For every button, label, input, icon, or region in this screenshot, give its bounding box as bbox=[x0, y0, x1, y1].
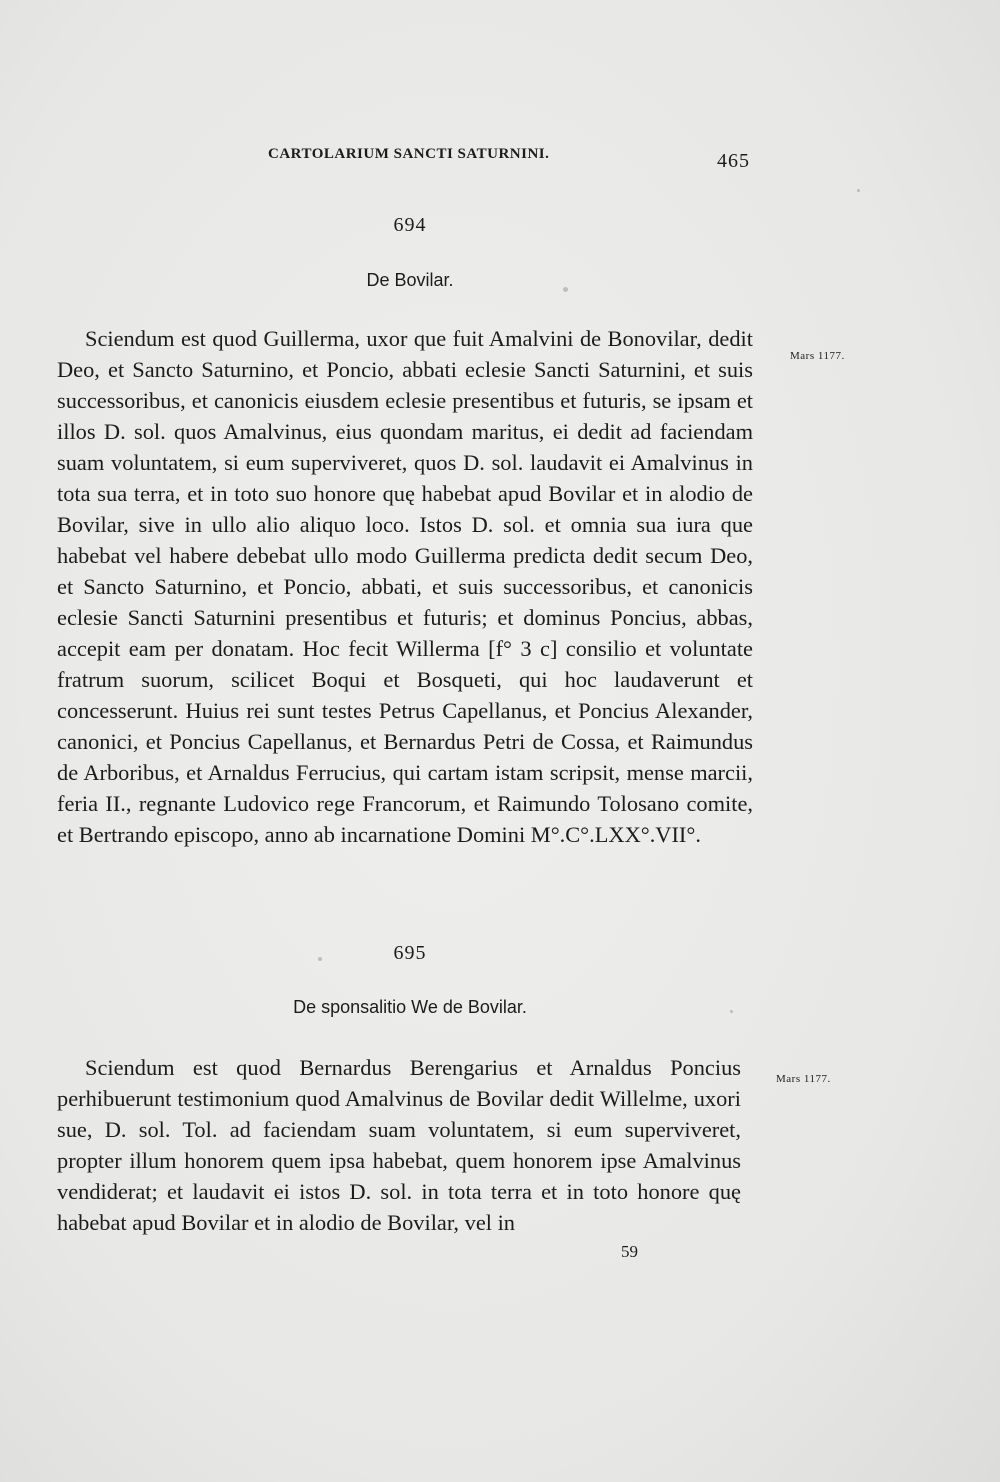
charter-title: De Bovilar. bbox=[366, 270, 454, 290]
paper-speck bbox=[857, 189, 860, 192]
paper-speck bbox=[730, 1010, 733, 1013]
charter-text: Sciendum est quod Guillerma, uxor que fuit Amalvini de Bonovilar, dedit Deo, et Sancto Saturnino, et Poncio, abbati eclesie Sancti Saturnini, et suis successoribus, et canonicis eiusdem eclesie presentibus et futuris, se ipsam et illos D. sol. quos Amalvinus, eius quondam maritus, ei dedit ad faciendam suam voluntatem, si eum superviveret, quos D. sol. laudavit ei Amalvinus in tota sua terra, et in toto suo honore quę habebat apud Bovilar et in alodio de Bovilar, sive in ullo alio aliquo loco. Istos D. sol. et omnia sua iura que habebat vel habere debebat ullo modo Guillerma predicta dedit secum Deo, et Sancto Saturnino, et Poncio, abbati, et suis successoribus, et canonicis eclesie Sancti Saturnini presentibus et futuris; et dominus Poncius, abbas, accepit eam per donatam. Hoc fecit Willerma [f° 3 c] consilio et voluntate fratrum suorum, scilicet Boqui et Bosqueti, qui hoc laudaverunt et concesserunt. Huius rei sunt testes Petrus Capellanus, et Poncius Alexander, canonici, et Poncius Capellanus, et Bernardus Petri de Cossa, et Raimundus de Arboribus, et Arnaldus Ferrucius, qui cartam istam scripsit, mense marcii, feria II., regnante Ludovico rege Francorum, et Raimundo Tolosano comite, et Bertrando episcopo, anno ab incarnatione Domini M°.C°.LXX°.VII°. bbox=[57, 326, 753, 847]
running-head: CARTOLARIUM SANCTI SATURNINI. bbox=[268, 146, 550, 162]
paper-speck bbox=[318, 957, 322, 961]
page-number: 465 bbox=[717, 150, 750, 172]
paper-speck bbox=[563, 287, 568, 292]
charter-date-note: Mars 1177. bbox=[776, 1073, 831, 1085]
charter-text: Sciendum est quod Bernardus Berengarius et Arnaldus Poncius perhibuerunt testimonium quod Amalvinus de Bovilar dedit Willelme, uxori sue, D. sol. Tol. ad faciendam suam voluntatem, si eum superviveret, propter illum honorem quem ipsa habebat, quem honorem ipse Amalvinus vendiderat; et laudavit ei istos D. sol. in tota terra et in toto honore quę habebat apud Bovilar et in alodio de Bovilar, vel in bbox=[57, 1055, 741, 1235]
charter-number: 695 bbox=[393, 942, 427, 964]
signature-mark: 59 bbox=[621, 1242, 638, 1261]
charter-title: De sponsalitio We de Bovilar. bbox=[293, 997, 527, 1017]
charter-number: 694 bbox=[393, 214, 427, 236]
charter-date-note: Mars 1177. bbox=[790, 350, 845, 362]
